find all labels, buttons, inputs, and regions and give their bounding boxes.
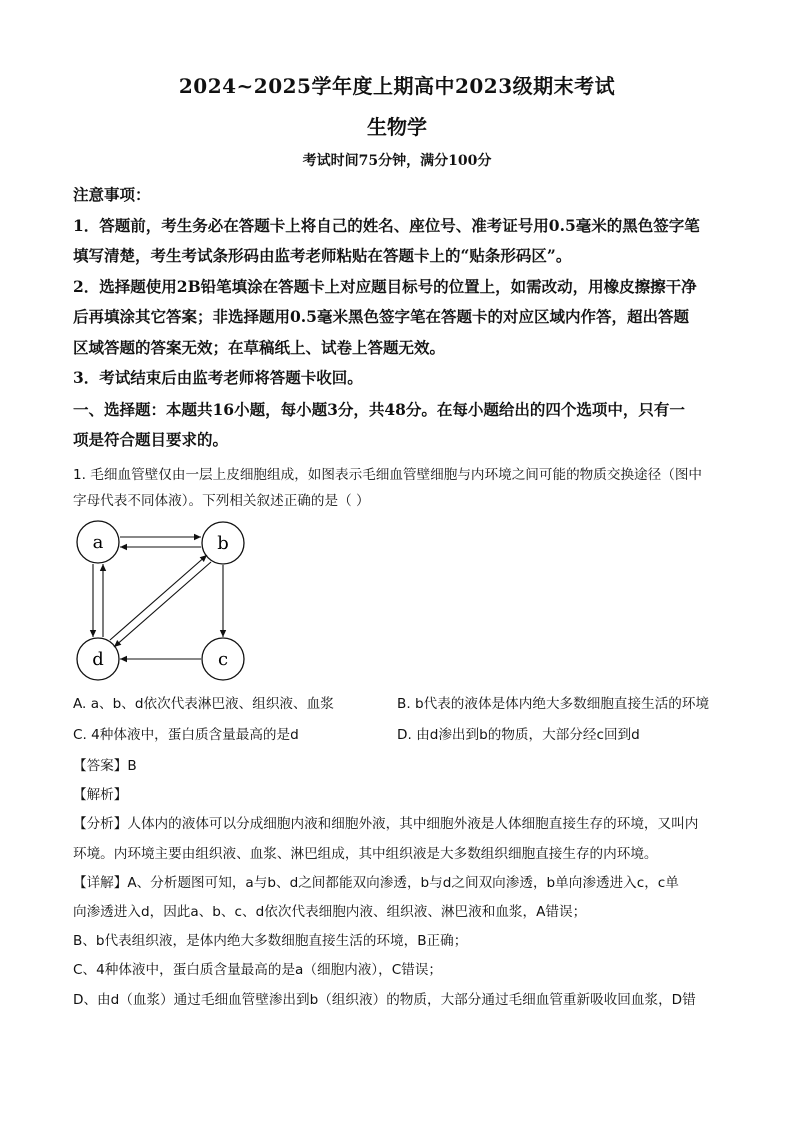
notes-line: 3．考试结束后由监考老师将答题卡收回。 xyxy=(73,368,363,387)
xiangjie-tag: 【详解】 xyxy=(73,874,128,891)
notes-line: 2．选择题使用2B铅笔填涂在答题卡上对应题目标号的位置上，如需改动，用橡皮擦擦干净 xyxy=(73,276,697,296)
fluid-exchange-diagram xyxy=(70,518,250,684)
solution-block xyxy=(73,752,723,1015)
analysis-tag: 【解析】 xyxy=(73,787,128,804)
explain-c: C、4种体液中，蛋白质含量最高的是a（细胞内液），C错误； xyxy=(73,962,443,979)
fenxi-text: 人体内的液体可以分成细胞内液和细胞外液，其中细胞外液是人体细胞直接生存的环境，又叫内 xyxy=(127,816,699,833)
answer-line xyxy=(73,752,723,781)
arrow-b-to-d xyxy=(114,562,211,647)
question-stem-line: 1. 毛细血管壁仅由一层上皮细胞组成，如图表示毛细血管壁细胞与内环境之间可能的物质交换途径（图中 xyxy=(73,467,703,483)
fenxi-line-2: 环境。内环境主要由组织液、血浆、淋巴组成，其中组织液是大多数组织细胞直接生存的内环境。 xyxy=(73,845,658,862)
notes-block xyxy=(73,180,723,394)
notes-line: 填写清楚，考生考试条形码由监考老师粘贴在答题卡上的“贴条形码区”。 xyxy=(73,246,572,265)
xiangjie-line-2: 向渗透进入d，因此a、b、c、d依次代表细胞内液、组织液、淋巴液和血浆，A错误； xyxy=(73,904,587,921)
section-heading xyxy=(73,395,723,455)
answer-tag: 【答案】 xyxy=(73,758,128,774)
page-title: 2024~2025学年度上期高中2023级期末考试 xyxy=(178,74,616,98)
answer-value: B xyxy=(127,758,137,774)
option-a: A. a、b、d依次代表淋巴液、组织液、血浆 xyxy=(73,696,334,712)
explain-d: D、由d（血浆）通过毛细血管壁渗出到b（组织液）的物质，大部分通过毛细血管重新吸收回血浆，D错 xyxy=(73,991,696,1008)
fenxi-tag: 【分析】 xyxy=(73,816,128,833)
notes-line: 后再填涂其它答案；非选择题用0.5毫米黑色签字笔在答题卡的对应区域内作答，超出答题 xyxy=(73,307,689,326)
node-a-label: a xyxy=(92,532,104,553)
xiangjie-text: A、分析题图可知，a与b、d之间都能双向渗透，b与d之间双向渗透，b单向渗透进入c，c单 xyxy=(127,874,679,891)
notes-line: 1．答题前，考生务必在答题卡上将自己的姓名、座位号、准考证号用0.5毫米的黑色签字笔 xyxy=(73,215,700,235)
notes-line: 区域答题的答案无效；在草稿纸上、试卷上答题无效。 xyxy=(73,337,446,357)
exam-meta: 考试时间75分钟，满分100分 xyxy=(302,153,492,169)
node-c-label: c xyxy=(217,649,229,670)
option-c: C. 4种体液中，蛋白质含量最高的是d xyxy=(73,727,299,743)
notes-heading: 注意事项： xyxy=(73,185,151,204)
question-stem-line: 字母代表不同体液）。下列相关叙述正确的是（ ） xyxy=(73,493,370,509)
fenxi-line xyxy=(73,810,723,839)
section-line: 一、选择题：本题共16小题，每小题3分，共48分。在每小题给出的四个选项中，只有一 xyxy=(73,400,685,419)
node-b-label: b xyxy=(217,533,229,554)
arrow-d-to-b xyxy=(110,555,207,640)
xiangjie-line xyxy=(73,869,723,898)
section-line: 项是符合题目要求的。 xyxy=(73,430,229,449)
option-d: D. 由d渗出到b的物质，大部分经c回到d xyxy=(397,727,640,743)
explain-b: B、b代表组织液，是体内绝大多数细胞直接生活的环境，B正确； xyxy=(73,933,468,950)
node-d-label: d xyxy=(92,649,104,670)
question-1 xyxy=(73,462,723,514)
subject-title: 生物学 xyxy=(367,115,427,139)
option-b: B. b代表的液体是体内绝大多数细胞直接生活的环境 xyxy=(397,696,710,712)
